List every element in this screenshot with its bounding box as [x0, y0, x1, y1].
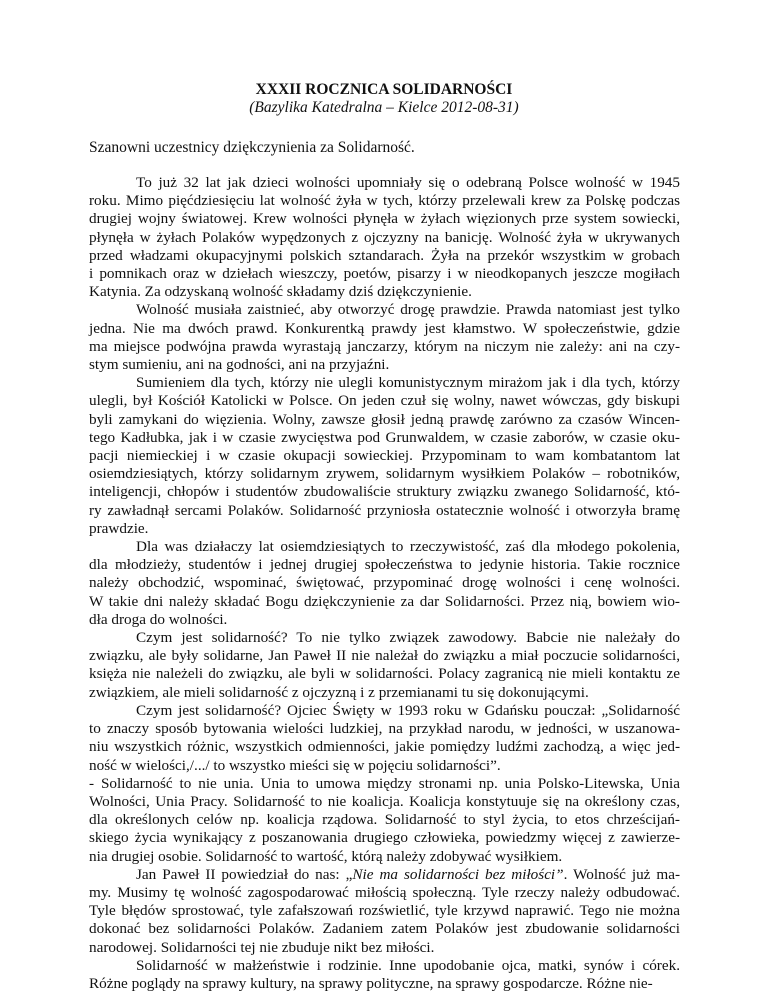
text-line: dla określonych celów np. koalicja rządowa. Solidarność to styl życia, to etos chrześcijań- — [89, 811, 680, 829]
document-body — [89, 174, 680, 993]
text-line: inteligencji, chłopów i studentów zbudowaliście struktury związku zwanego Solidarność, któ- — [89, 483, 680, 501]
quote-emphasis: Nie ma solidarności bez miłości” — [352, 865, 564, 883]
text-line: to znaczy sposób bytowania wielości ludzkiej, na przykład narodu, w jedności, w uszanowa- — [89, 720, 680, 738]
text-line: - Solidarność to nie unia. Unia to umowa między stronami np. unia Polsko-Litewska, Unia — [89, 774, 680, 792]
text-line: pacji niemieckiej i w czasie okupacji sowieckiej. Przypominam to wam kombatantom lat — [89, 447, 680, 465]
text-line: jedna. Nie ma dwóch prawd. Konkurentką prawdy jest kłamstwo. W społeczeństwie, gdzie — [89, 319, 680, 337]
text-line: i pomnikach oraz w dziełach wieszczy, poetów, pisarzy i w nieodkopanych jeszcze mogiłach — [89, 265, 680, 283]
text-line: płynęła w żyłach Polaków wypędzonych z ojczyzny na banicję. Wolność żyła w ukrywanych — [89, 228, 680, 246]
text-line: roku. Mimo pięćdziesięciu lat wolność żyła w tych, którzy przelewali krew za Polskę podczas — [89, 192, 680, 210]
text-line: nia drugiej osobie. Solidarność to wartość, którą należy zdobywać wysiłkiem. — [89, 847, 563, 865]
text-line: związku, ale były solidarne, Jan Paweł II nie należał do związku a miał poczucie solidarności, — [89, 647, 680, 665]
text-line: Tyle błędów sprostować, tyle zafałszowań rozświetlić, tyle krzywd naprawić. Tego nie można — [89, 902, 680, 920]
text-line: stym sumieniu, ani na godności, ani na przyjaźni. — [89, 356, 390, 374]
text-line: tego Kadłubka, jak i w czasie zwycięstwa pod Grunwaldem, w czasie zaborów, w czasie oku- — [89, 428, 680, 446]
text-line: W takie dni należy składać Bogu dziękczynienie za dar Solidarności. Przez nią, bowiem wio- — [89, 592, 680, 610]
text-line: my. Musimy tę wolność zagospodarować miłością społeczną. Tyle rzeczy należy odbudować. — [89, 883, 680, 901]
text-line: Sumieniem dla tych, którzy nie ulegli komunistycznym mirażom jak i dla tych, którzy — [136, 374, 680, 392]
text-line: ulegli, był Kościół Katolicki w Polsce. On jeden czuł się wolny, nawet wówczas, gdy biskupi — [89, 392, 680, 410]
paragraph — [89, 957, 680, 993]
text-line: skiego życia wynikający z poszanowania drugiego człowieka, powiedzmy więcej z zawierze- — [89, 829, 680, 847]
text-line: księża nie należeli do związku, ale byli w solidarności. Polacy zagranicą nie mieli kontaktu ze — [89, 665, 680, 683]
text-line: należy obchodzić, wspominać, świętować, przypominać drogę wolności i cenę wolności. — [89, 574, 680, 592]
text-line: ma miejsce podwójna prawda wyrastają janczarzy, którym na niczym nie zależy: ani na czy- — [89, 337, 680, 355]
paragraph — [89, 866, 680, 957]
text-line: Dla was działaczy lat osiemdziesiątych to rzeczywistość, zaś dla młodego pokolenia, — [136, 538, 680, 556]
text-line: dokonać bez solidarności Polaków. Zadaniem zatem Polaków jest zbudowanie solidarności — [89, 920, 680, 938]
text-line: Jan Paweł II powiedział do nas: „Nie ma solidarności bez miłości”. Wolność już ma- — [136, 865, 680, 883]
text-line: dła droga do wolności. — [89, 610, 228, 628]
text-line: osiemdziesiątych, którzy solidarnym zrywem, solidarnym wysiłkiem Polaków – robotników, — [89, 465, 680, 483]
paragraph — [89, 629, 680, 702]
text-line: byli zamykani do więzienia. Wolny, zawsze głosił jedną prawdę zarówno za czasów Wincen- — [89, 410, 680, 428]
document-subtitle: (Bazylika Katedralna – Kielce 2012-08-31) — [249, 99, 519, 116]
text-line: Wolności, Unia Pracy. Solidarność to nie koalicja. Koalicja konstytuuje się na określony czas, — [89, 792, 680, 810]
text-line: dla młodzieży, studentów i jednej drugiej społeczeństwa to jedynie historia. Takie rocznice — [89, 556, 680, 574]
text-line: Czym jest solidarność? Ojciec Święty w 1993 roku w Gdańsku pouczał: „Solidarność — [136, 701, 680, 719]
paragraph — [89, 374, 680, 538]
document-title: XXXII ROCZNICA SOLIDARNOŚCI — [255, 81, 513, 98]
text-line: ność w wielości,/.../ to wszystko mieści się w pojęciu solidarności”. — [89, 756, 501, 774]
text-line: Różne poglądy na sprawy kultury, na sprawy polityczne, na sprawy gospodarcze. Różne nie- — [89, 974, 653, 992]
text-line: ry zawładnął sercami Polaków. Solidarność przyniosła ostatecznie wolność i otworzyła bramę — [89, 501, 680, 519]
salutation: Szanowni uczestnicy dziękczynienia za Solidarność. — [89, 139, 415, 156]
text-line: związkiem, ale mieli solidarność z ojczyzną i z przemianami tu się dokonującymi. — [89, 683, 589, 701]
text-line: drugiej wojny światowej. Krew wolności płynęła w żyłach więzionych prze system sowiecki, — [89, 210, 680, 228]
text-line: Solidarność w małżeństwie i rodzinie. Inne upodobanie ojca, matki, synów i córek. — [136, 956, 680, 974]
paragraph — [89, 702, 680, 775]
text-line: prawdzie. — [89, 519, 149, 537]
paragraph — [89, 538, 680, 629]
text-line: To już 32 lat jak dzieci wolności upomniały się o odebraną Polsce wolność w 1945 — [136, 174, 680, 191]
paragraph — [89, 775, 680, 866]
paragraph — [89, 301, 680, 374]
text-line: przed władzami okupacyjnymi polskich sztandarach. Żyła na przekór wszystkim w grobach — [89, 246, 680, 264]
text-line: Czym jest solidarność? To nie tylko związek zawodowy. Babcie nie należały do — [136, 629, 680, 647]
text-line: narodowej. Solidarności tej nie zbuduje nikt bez miłości. — [89, 938, 435, 956]
text-line: niu wszystkich różnic, wszystkich odmienności, jakie pomiędzy ludźmi zachodzą, a więc jed- — [89, 738, 680, 756]
text-line: Katynia. Za odzyskaną wolność składamy dziś dziękczynienie. — [89, 283, 472, 301]
paragraph — [89, 174, 680, 301]
text-line: Wolność musiała zaistnieć, aby otworzyć drogę prawdzie. Prawda natomiast jest tylko — [136, 301, 680, 319]
